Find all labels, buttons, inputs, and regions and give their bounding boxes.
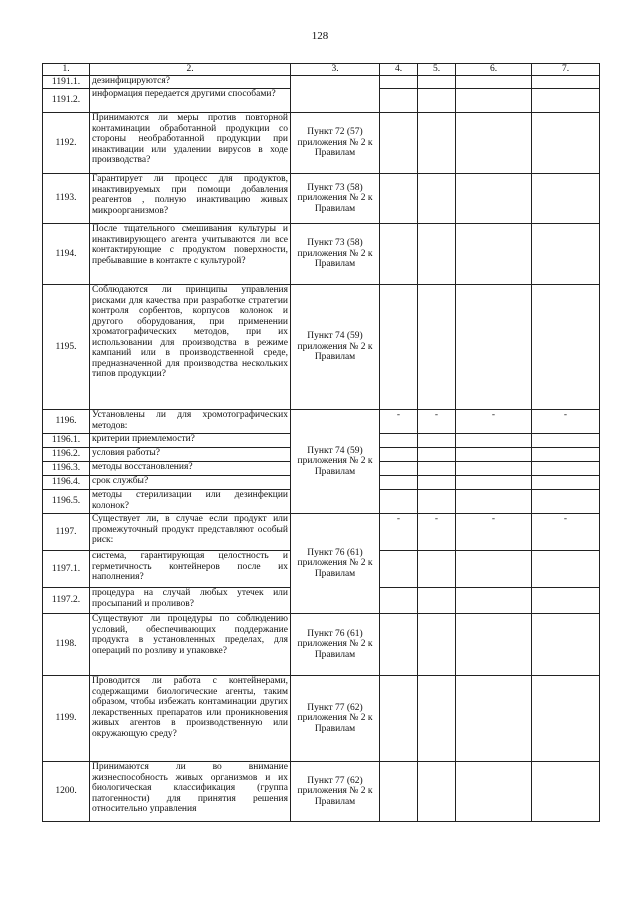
table-row [43,762,600,822]
header-col-4: 4. [380,64,418,76]
row-reference: Пункт 73 (58) приложения № 2 к Правилам [291,174,380,224]
row-reference: Пункт 77 (62) приложения № 2 к Правилам [291,676,380,762]
row-number: 1197.1. [43,551,90,588]
row-number: 1200. [43,762,90,822]
row-reference: Пункт 77 (62) приложения № 2 к Правилам [291,762,380,822]
row-question: условия работы? [90,448,291,462]
row-question: Гарантирует ли процесс для продуктов, инактивируемых при помощи добавления реагентов , полную инактивацию живых микроорганизмов? [90,174,291,224]
row-question: методы восстановления? [90,462,291,476]
row-number: 1196.2. [43,448,90,462]
dash-mark: - [532,514,600,551]
row-reference: Пункт 73 (58) приложения № 2 к Правилам [291,224,380,285]
table-row [43,113,600,174]
row-question: критерии приемлемости? [90,434,291,448]
page-number: 128 [311,30,329,42]
row-reference: Пункт 76 (61) приложения № 2 к Правилам [291,514,380,614]
row-question: процедура на случай любых утечек или просыпаний и проливов? [90,588,291,614]
row-reference: Пункт 76 (61) приложения № 2 к Правилам [291,614,380,676]
dash-mark: - [456,514,532,551]
row-reference: Пункт 74 (59) приложения № 2 к Правилам [291,285,380,410]
row-number: 1196.5. [43,490,90,514]
row-question: дезинфицируются? [90,76,291,89]
row-question: срок службы? [90,476,291,490]
row-question: Принимаются ли меры против повторной контаминации обработанной продукции со стороны необработанной продукции при инактивации или удалении вирусов в ходе производства? [90,113,291,174]
dash-mark: - [380,514,418,551]
row-number: 1196.1. [43,434,90,448]
dash-mark: - [456,410,532,434]
dash-mark: - [418,514,456,551]
row-number: 1197.2. [43,588,90,614]
table-row [43,76,600,89]
table-row [43,224,600,285]
table-row [43,410,600,434]
table-row [43,174,600,224]
row-reference: Пункт 72 (57) приложения № 2 к Правилам [291,113,380,174]
dash-mark: - [418,410,456,434]
row-question: Принимаются ли во внимание жизнеспособность живых организмов и их биологическая классификация (группа патогенности) для принятия решения относительно управления [90,762,291,822]
header-col-5: 5. [418,64,456,76]
row-question: Установлены ли для хромотографических методов: [90,410,291,434]
header-col-2: 2. [90,64,291,76]
row-question: Существует ли, в случае если продукт или промежуточный продукт представляют особый риск: [90,514,291,551]
row-question: система, гарантирующая целостность и герметичность контейнеров после их наполнения? [90,551,291,588]
row-number: 1195. [43,285,90,410]
row-number: 1191.2. [43,89,90,113]
table-row [43,676,600,762]
row-number: 1197. [43,514,90,551]
row-question: информация передается другими способами? [90,89,291,113]
row-question: методы стерилизации или дезинфекции колонок? [90,490,291,514]
dash-mark: - [380,410,418,434]
ref-cell [291,76,380,113]
row-question: После тщательного смешивания культуры и инактивирующего агента учитываются ли все контактирующие с продуктом поверхности, пребывавшие в контакте с культурой? [90,224,291,285]
header-col-1: 1. [43,64,90,76]
checklist-table [42,63,600,822]
row-question: Проводится ли работа с контейнерами, содержащими биологические агенты, таким образом, чтобы избежать контаминации других лекарственных препаратов или проникновения живых агентов в производственную или окружающую среду? [90,676,291,762]
dash-mark: - [532,410,600,434]
table-row [43,285,600,410]
header-col-7: 7. [532,64,600,76]
row-number: 1196.3. [43,462,90,476]
row-question: Существуют ли процедуры по соблюдению условий, обеспечивающих поддержание продукта в установленных пределах, для операций по розливу и упаковке? [90,614,291,676]
row-number: 1199. [43,676,90,762]
table-row [43,614,600,676]
row-number: 1194. [43,224,90,285]
row-number: 1196. [43,410,90,434]
row-number: 1191.1. [43,76,90,89]
checklist-table-wrapper [42,63,600,822]
row-number: 1192. [43,113,90,174]
row-reference: Пункт 74 (59) приложения № 2 к Правилам [291,410,380,514]
header-row [43,64,600,76]
header-col-3: 3. [291,64,380,76]
row-number: 1193. [43,174,90,224]
row-number: 1196.4. [43,476,90,490]
header-col-6: 6. [456,64,532,76]
table-row [43,514,600,551]
row-number: 1198. [43,614,90,676]
row-question: Соблюдаются ли принципы управления рисками для качества при разработке стратегии контроля сорбентов, корпусов колонок и другого оборудования, при применении хроматографических методов, при их использовании для производства в режиме кампаний или в производственной среде, предназначенной для производства нескольких типов продукции? [90,285,291,410]
